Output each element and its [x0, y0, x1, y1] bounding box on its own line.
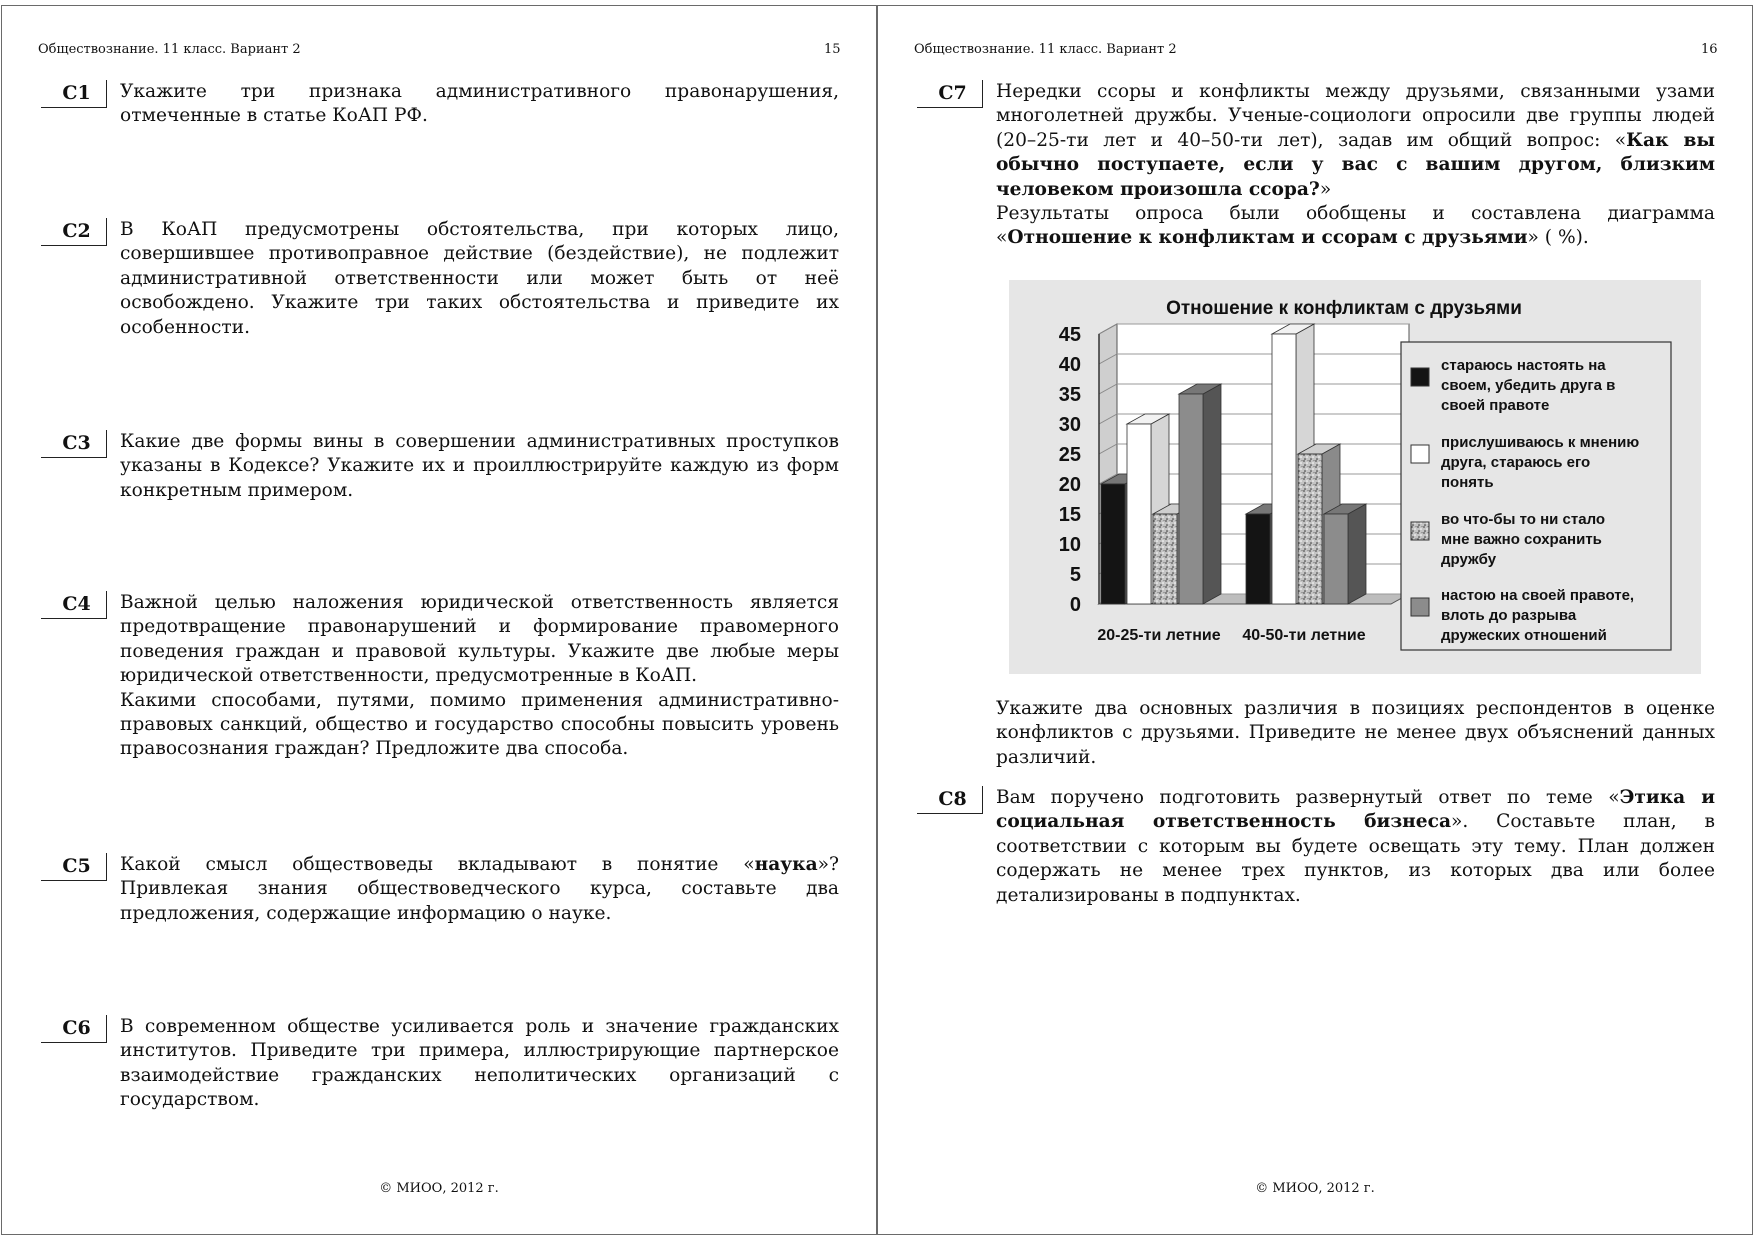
running-head: Обществознание. 11 класс. Вариант 2 [38, 42, 301, 57]
text-run: » ( %). [1527, 227, 1589, 249]
text-run: Нередки ссоры и конфликты между друзьями, связанными узами многолетней дружбы. Ученые-социологи опросили две группы людей (20–25-ти лет и 40–50-ти лет), задав им общий вопрос: « [996, 81, 1715, 151]
question-text [120, 853, 839, 926]
text-run: Вам поручено подготовить развернутый ответ по теме « [996, 787, 1620, 808]
y-tick-label: 25 [1058, 444, 1081, 466]
question-text [120, 591, 839, 762]
question-text [996, 80, 1715, 251]
bar-front [1298, 454, 1322, 604]
bar-front [1127, 424, 1151, 604]
question-text: В современном обществе усиливается роль и значение гражданских институтов. Приведите три примера, иллюстрирующие партнерское взаимодействие гражданских неполитических организаций с государством. [120, 1016, 839, 1111]
bar [1179, 384, 1221, 604]
question-label: C2 [41, 218, 107, 246]
text-run: » [1319, 178, 1332, 200]
question-paragraph: Какими способами, путями, помимо применения административно-правовых санкций, общество и государство способны повысить уровень правосознания граждан? Предложите два способа. [120, 689, 839, 760]
y-tick-label: 5 [1069, 564, 1081, 586]
bar-front [1101, 484, 1125, 604]
question-paragraph [996, 80, 1715, 202]
page-number: 16 [1701, 42, 1718, 57]
question-label: C6 [41, 1015, 107, 1043]
y-tick-label: 10 [1058, 534, 1081, 556]
y-tick-label: 15 [1058, 504, 1081, 526]
legend-label: во что-бы то ни стало мне важно сохранить дружбу [1441, 511, 1606, 568]
bar-front [1246, 514, 1270, 604]
x-category-label: 40-50-ти летние [1242, 627, 1366, 644]
y-tick-label: 30 [1058, 414, 1081, 436]
legend-swatch [1411, 445, 1429, 463]
question-label: C3 [41, 430, 107, 458]
page-number: 15 [824, 42, 841, 57]
question-paragraph [996, 202, 1715, 251]
legend-label: стараюсь настоять на своем, убедить друга в своей правоте [1441, 357, 1616, 414]
question-text [996, 786, 1715, 908]
text-run: ». Составьте план, в соответствии с которым вы будете освещать эту тему. План должен содержать не менее трех пунктов, из которых два или более детализированы в подпунктах. [996, 811, 1715, 906]
bar-side [1348, 504, 1366, 604]
running-head: Обществознание. 11 класс. Вариант 2 [914, 42, 1177, 57]
legend-swatch [1411, 598, 1429, 616]
legend-swatch [1411, 368, 1429, 386]
question-text: Укажите два основных различия в позициях респондентов в оценке конфликтов с друзьями. Приведите не менее двух объяснений данных различий. [996, 698, 1715, 768]
diagram-name: Отношение к конфликтам и ссорам с друзьями [1007, 227, 1528, 249]
text-run: Какой смысл обществоведы вкладывают в понятие « [120, 854, 755, 875]
question-text: Укажите три признака административного правонарушения, отмеченные в статье КоАП РФ. [120, 81, 839, 127]
text-run: »? Привлекая знания обществоведческого курса, составьте два предложения, содержащие информацию о науке. [120, 854, 839, 924]
bar-side [1203, 384, 1221, 604]
y-tick-label: 35 [1058, 384, 1081, 406]
question-paragraph: Важной целью наложения юридической ответственность является предотвращение правонарушений и формирование правомерного поведения граждан и правовой культуры. Укажите две любые меры юридической ответственности, предусмотренные в КоАП. [120, 592, 839, 687]
page-footer: © МИОО, 2012 г. [1255, 1181, 1375, 1196]
y-tick-label: 0 [1069, 594, 1081, 616]
emphasis-term: наука [754, 854, 818, 875]
question-label: C7 [917, 80, 983, 108]
topic-title: Этика и социальная ответственность бизнеса [996, 787, 1715, 833]
y-tick-label: 40 [1058, 354, 1081, 376]
question-label: C5 [41, 853, 107, 881]
page-footer: © МИОО, 2012 г. [379, 1181, 499, 1196]
bar-chart-svg [1009, 280, 1701, 674]
text-run: Результаты опроса были обобщены и составлена диаграмма « [996, 203, 1715, 249]
bar [1324, 504, 1366, 604]
legend-label: настою на своей правоте, влоть до разрыва дружеских отношений [1441, 587, 1635, 644]
y-tick-label: 45 [1058, 324, 1081, 346]
legend-label: прислушиваюсь к мнению друга, стараюсь его понять [1441, 434, 1640, 491]
question-label: C4 [41, 591, 107, 619]
right-page [877, 5, 1753, 1235]
bar-front [1179, 394, 1203, 604]
bar-front [1272, 334, 1296, 604]
chart-title: Отношение к конфликтам с друзьями [1166, 298, 1522, 319]
y-tick-label: 20 [1058, 474, 1081, 496]
question-label: C8 [917, 786, 983, 814]
question-text: Какие две формы вины в совершении административных проступков указаны в Кодексе? Укажите их и проиллюстрируйте каждую из форм конкретным примером. [120, 431, 839, 501]
question-label: C1 [41, 80, 107, 108]
bar-front [1324, 514, 1348, 604]
bar-front [1153, 514, 1177, 604]
left-page [1, 5, 877, 1235]
survey-question: Как вы обычно поступаете, если у вас с вашим другом, близким человеком произошла ссора? [996, 129, 1716, 200]
legend-swatch [1411, 522, 1429, 540]
chart [1009, 280, 1701, 674]
x-category-label: 20-25-ти летние [1097, 627, 1221, 644]
question-text: В КоАП предусмотрены обстоятельства, при которых лицо, совершившее противоправное действие (бездействие), не подлежит административной ответственности или может быть от неё освобождено. Укажите три таких обстоятельства и приведите их особенности. [120, 219, 839, 338]
